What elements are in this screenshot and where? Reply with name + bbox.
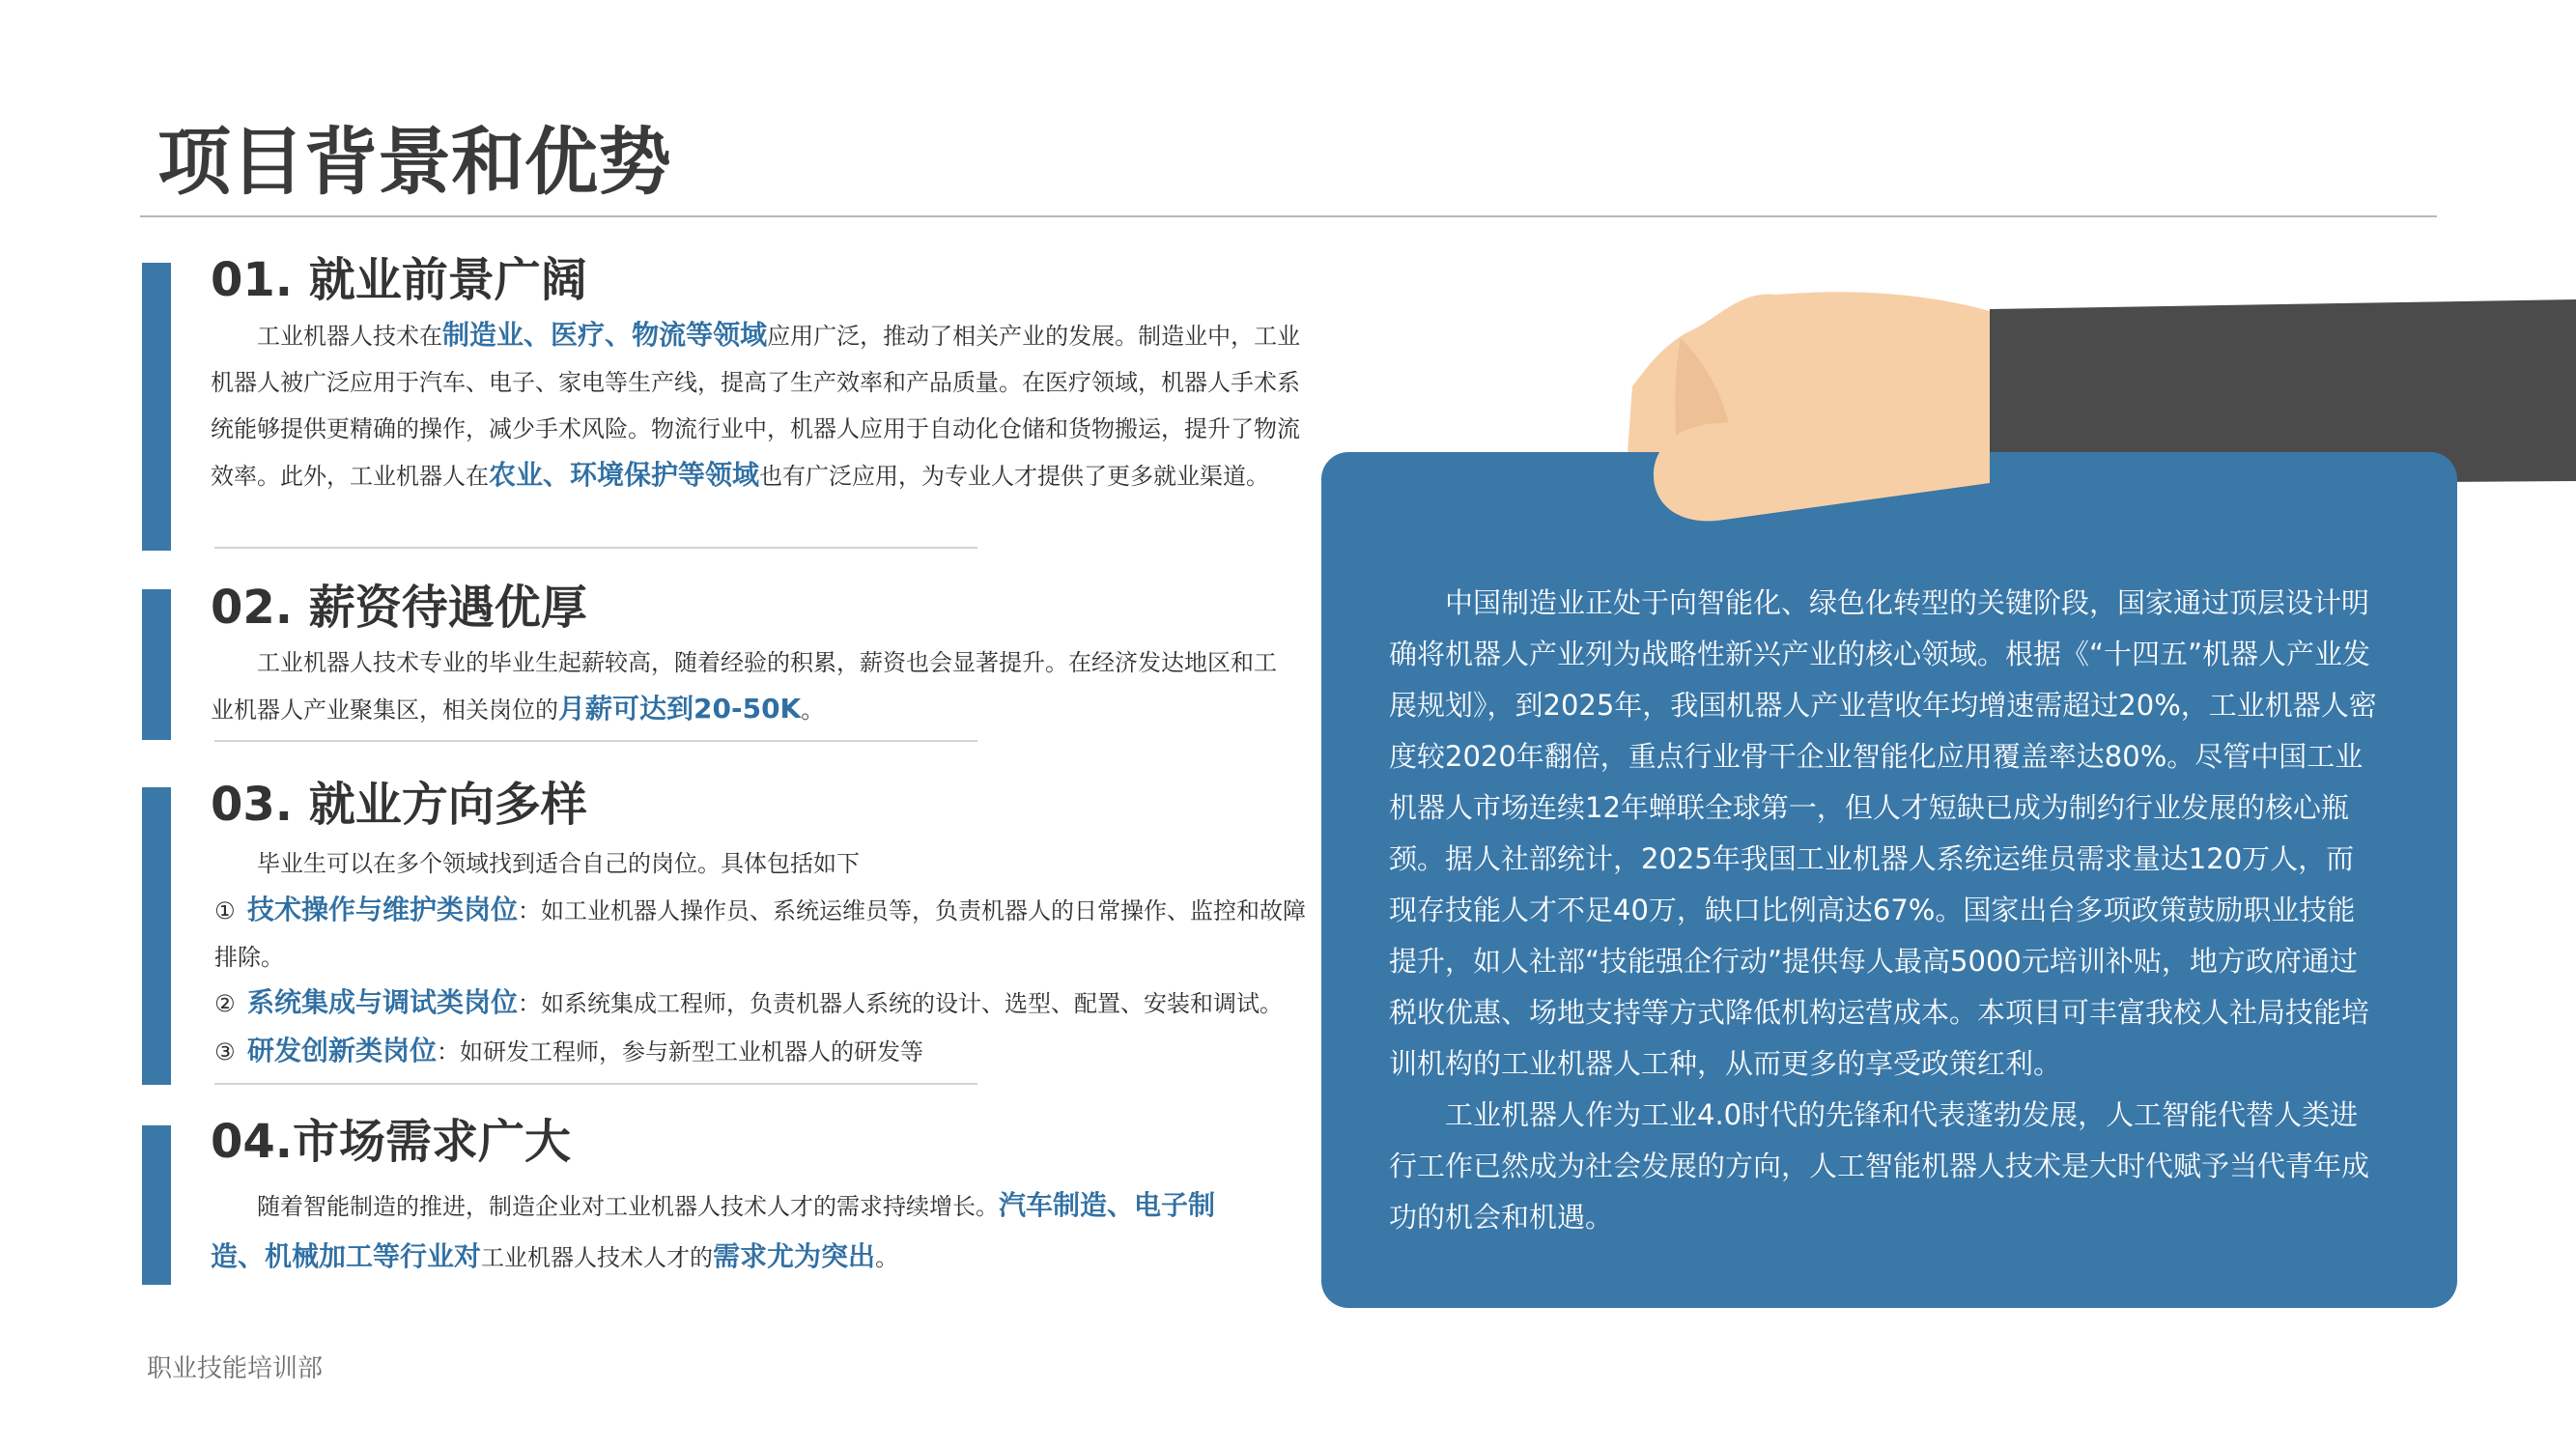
text-run: 工业机器人技术专业的毕业生起薪较高，随着经验的积累，薪资也会显著提升。在经济发达地区和工业机器人产业聚集区，相关岗位的 — [211, 649, 1277, 724]
card-paragraph — [1389, 578, 2380, 1090]
text-run: 毕业生可以在多个领域找到适合自己的岗位。具体包括如下 — [257, 850, 860, 877]
highlight-text: 系统集成与调试类岗位 — [247, 986, 519, 1018]
highlight-text: 技术操作与维护类岗位 — [247, 894, 519, 925]
highlight-text: 月薪可达到20-50K — [558, 693, 802, 724]
text-run: 工业机器人技术人才的 — [481, 1244, 714, 1271]
text-run: ：如系统集成工程师，负责机器人系统的设计、选型、配置、安装和调试。 — [518, 990, 1284, 1017]
item-number: ③ — [214, 1038, 236, 1065]
highlight-text: 制造业 — [442, 319, 524, 351]
text-run: ：如工业机器人操作员、系统运维员等，负责机器人的日常操作、监控和故障排除。 — [214, 897, 1307, 971]
highlight-text: 环境保护等领域 — [570, 459, 760, 491]
item-number: ② — [214, 990, 236, 1017]
section-heading-04: 04.市场需求广大 — [211, 1115, 572, 1169]
highlight-text: 需求尤为突出 — [713, 1240, 876, 1272]
highlight-text: 、 — [238, 1240, 266, 1272]
text-run: 。 — [801, 696, 825, 724]
page-title: 项目背景和优势 — [157, 119, 671, 205]
text-run: 工业机器人作为工业4.0时代的先锋和代表蓬勃发展，人工智能代替人类进行工作已然成为社会发展的方向，人工智能机器人技术是大时代赋予当代青年成功的机会和机遇。 — [1389, 1098, 2370, 1234]
highlight-text: 电子制造 — [211, 1189, 1216, 1272]
highlight-text: 汽车制造 — [999, 1189, 1108, 1221]
card-paragraph — [1389, 1090, 2380, 1243]
text-run: 中国制造业正处于向智能化、绿色化转型的关键阶段，国家通过顶层设计明确将机器人产业列为战略性新兴产业的核心领域。根据《“十四五”机器人产业发展规划》，到2025年，我国机器人产业营收年均增速需超过20%，工业机器人密度较2020年翻倍，重点行业骨干企业智能化应用覆盖率达80%。尽管中国工业机器人市场连续12年蝉联全球第一，但人才短缺已成为制约行业发展的核心瓶颈。据人社部统计，2025年我国工业机器人系统运维员需求量达120万人，而现存技能人才不足40万，缺口比例高达67%。国家出台多项政策鼓励职业技能提升，如人社部“技能强企行动”提供每人最高5000元培训补贴，地方政府通过税收优惠、场地支持等方式降低机构运营成本。本项目可丰富我校人社局技能培训机构的工业机器人工种，从而更多的享受政策红利。 — [1389, 586, 2377, 1080]
text-run: 工业机器人技术在 — [257, 323, 442, 350]
highlight-text: 机械加工等行业对 — [265, 1240, 482, 1272]
text-run: ：如研发工程师，参与新型工业机器人的研发等 — [437, 1038, 924, 1065]
text-run: 应用广泛，推动了相关产业的发展。制造业中，工业机器人被广泛应用于汽车、电子、家电等生产线，提高了生产效率和产品质量。在医疗领域，机器人手术系统能够提供更精确的操作，减少手术风险。物流行业中，机器人应用于自动化仓储和货物搬运，提升了物流效率。此外，工业机器人在 — [211, 323, 1301, 490]
highlight-text: 、 — [1107, 1189, 1135, 1221]
highlight-text: 、 — [543, 459, 571, 491]
highlight-text: 、 — [605, 319, 633, 351]
highlight-text: 医疗 — [551, 319, 606, 351]
section-heading-03: 03. 就业方向多样 — [211, 778, 587, 832]
section-heading-02: 02. 薪资待遇优厚 — [211, 581, 587, 635]
highlight-text: 研发创新类岗位 — [247, 1035, 438, 1066]
text-run: 。 — [875, 1244, 899, 1271]
highlight-text: 、 — [524, 319, 552, 351]
text-run: 也有广泛应用，为专业人才提供了更多就业渠道。 — [759, 463, 1270, 490]
text-run: 随着智能制造的推进，制造企业对工业机器人技术人才的需求持续增长。 — [257, 1193, 999, 1220]
highlight-text: 物流等领域 — [632, 319, 768, 351]
highlight-text: 农业 — [489, 459, 544, 491]
card-body — [1389, 578, 2380, 1243]
section-heading-01: 01. 就业前景广阔 — [211, 253, 587, 307]
item-number: ① — [214, 897, 236, 924]
footer-department: 职业技能培训部 — [147, 1354, 324, 1383]
